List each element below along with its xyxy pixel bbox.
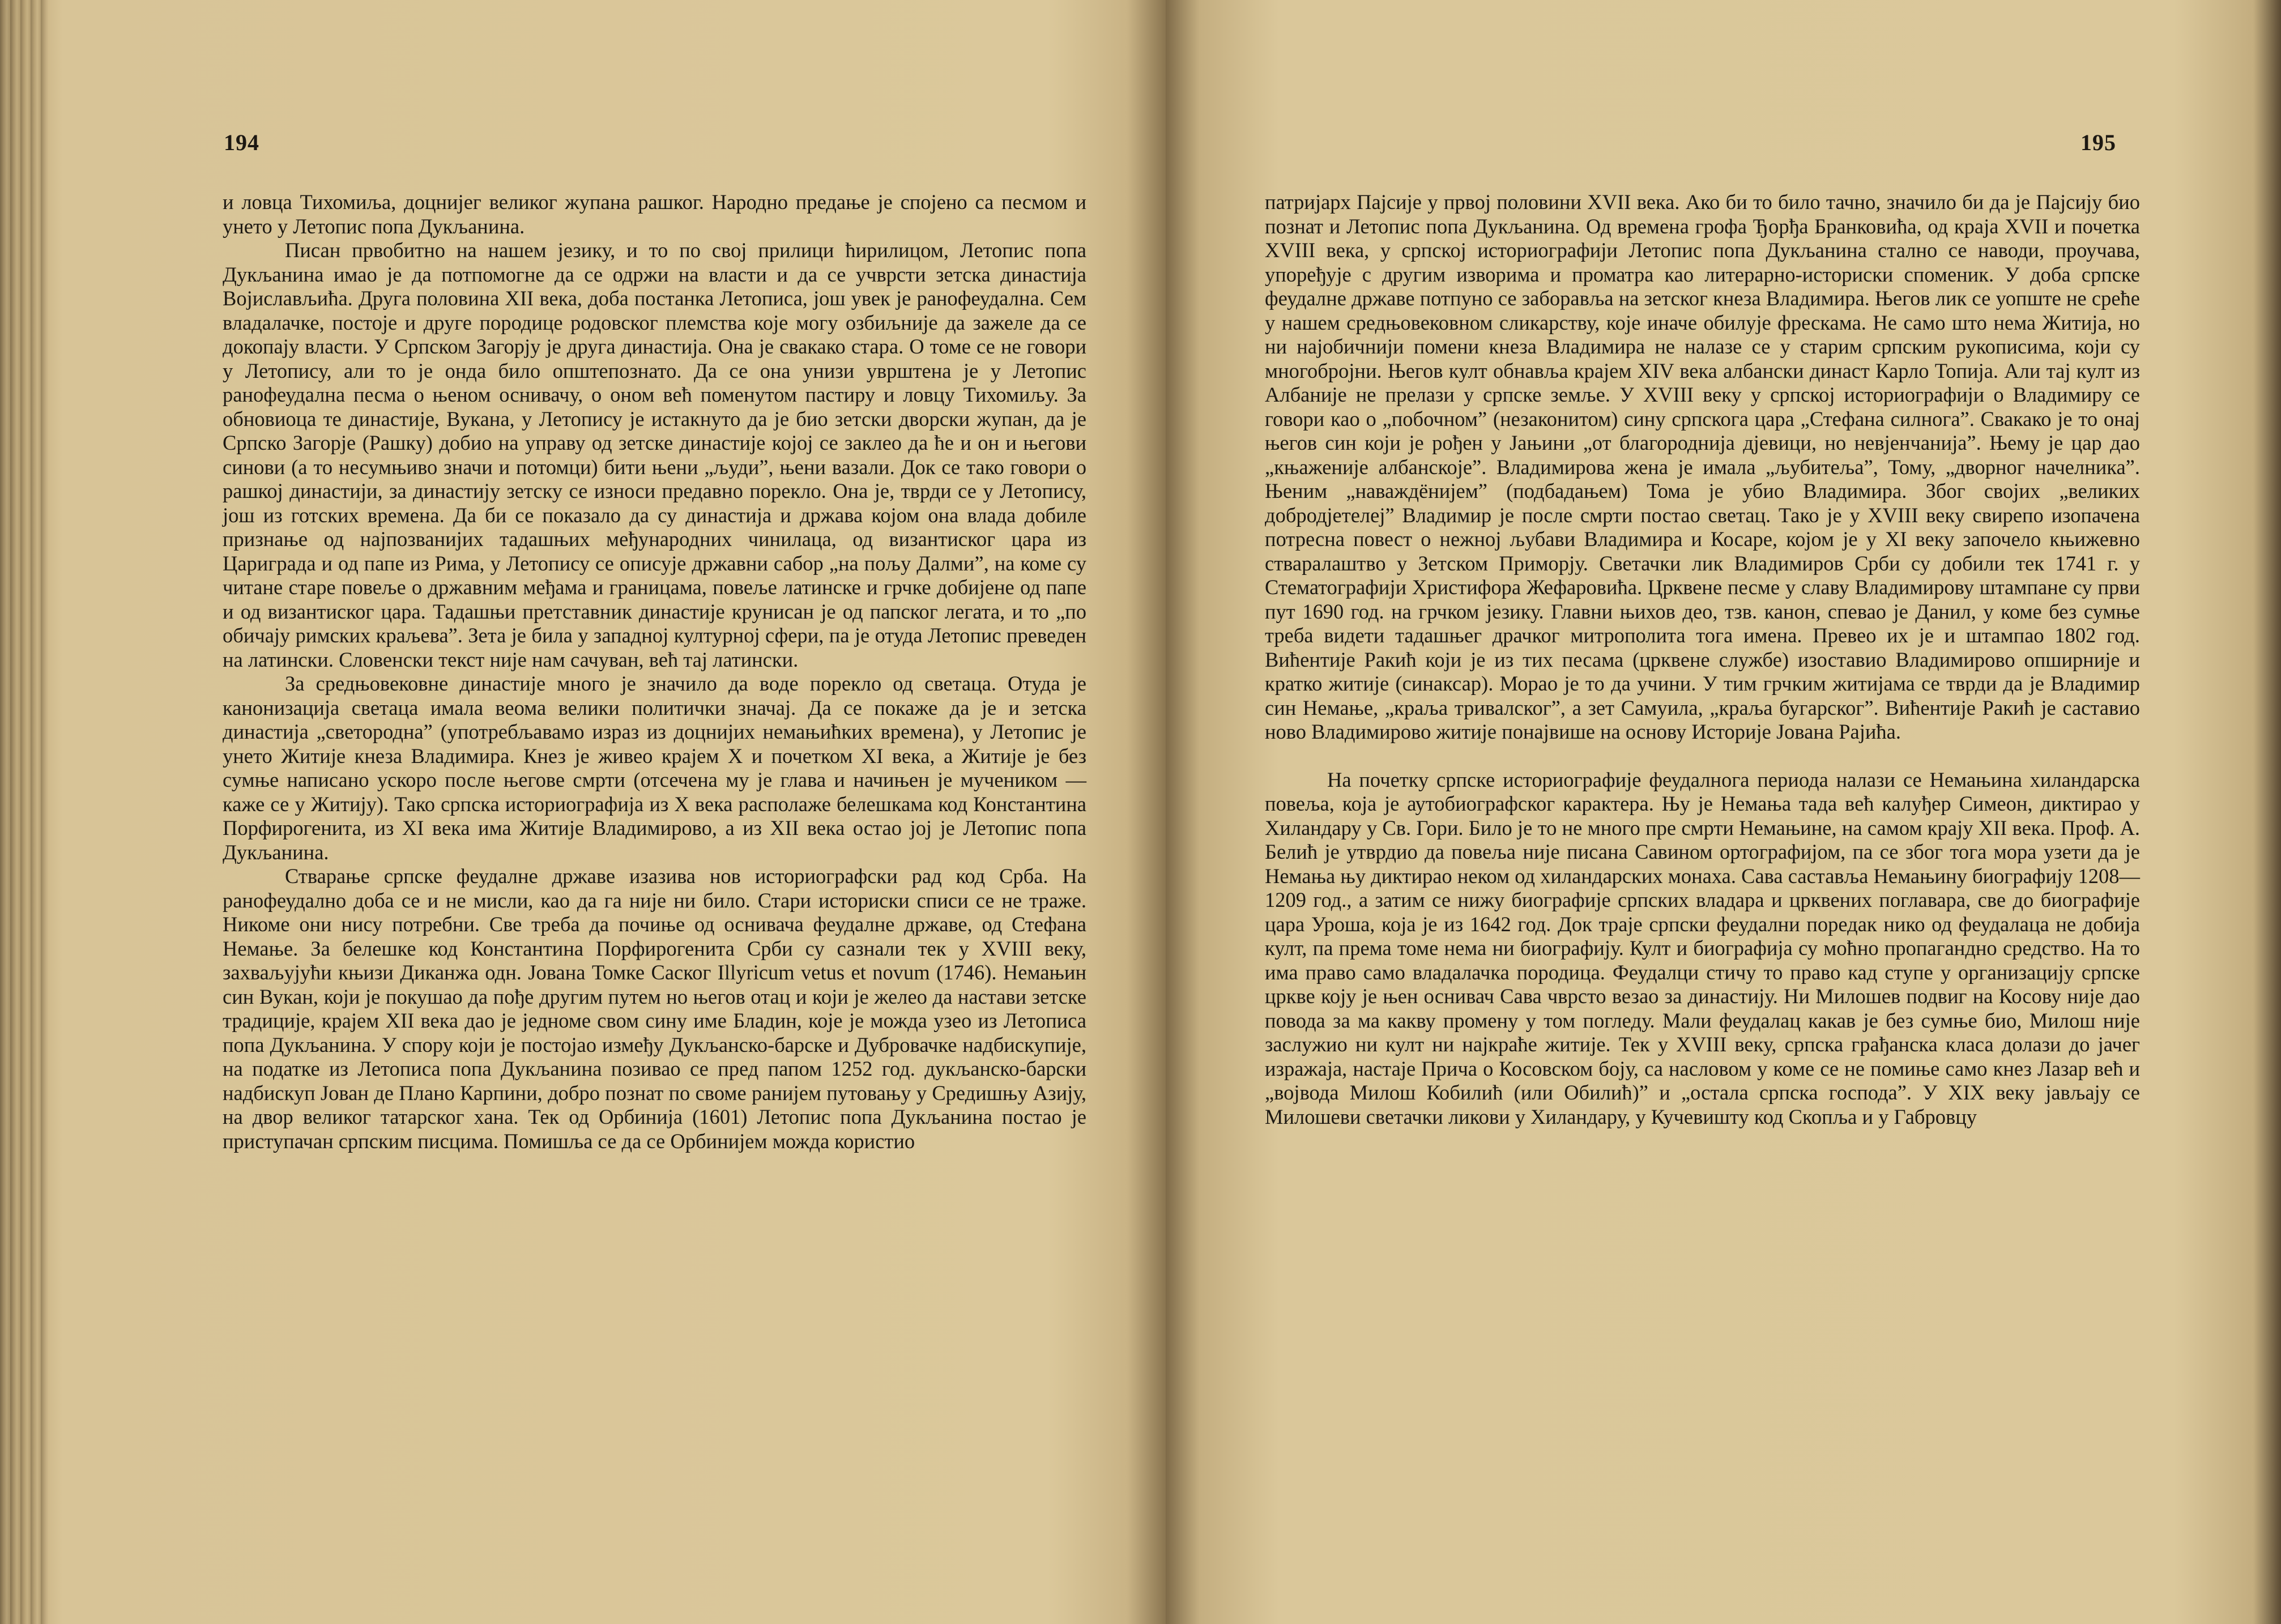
paragraph: На почетку српске историографије феудалнога периода налази се Немањина хиландарска повеља, која је аутобиографског карактера. Њу је Немања тада већ калуђер Симеон, диктирао у Хиландару у Св. Гори. Било је то не много пре смрти Немањине, на самом крају XII века. Проф. А. Белић је утврдио да повеља није писана Савином ортографијом, па се због тога мора узети да је Немања њу диктирао неком од хиландарских монаха. Сава састављa Немањину биографију 1208—1209 год., а затим се нижу биографије српских владара и црквених поглавара, све до биографије цара Уроша, која је из 1642 год. Док траје српски феудални поредак нико од феудалаца не добија култ, па према томе нема ни биографију. Култ и биографија су моћно пропагандно средство. На то има право само владалачка породица. Феудалци стичу то право кад ступе у организацију српске цркве коју је њен оснивач Сава чврсто везао за династију. Ни Милошев подвиг на Косову није дао повода за ма какву промену у том погледу. Мали феудалац какав је без сумње био, Милош није заслужио ни култ ни најкраће житије. Тек у XVIII веку, српска грађанска класа долази до јачег изражаја, настаје Прича о Косовском боју, са насловом у коме се не помиње само кнез Лазар већ и „војвода Милош Кобилић (или Обилић)” и „остала српска господа”. У XIX веку јављају се Милошеви светачки ликови у Хиландару, у Кучевишту код Скопља и у Габровцу	[1265, 768, 2140, 1128]
paragraph: Писан првобитно на нашем језику, и то по свој прилици ћирилицом, Летопис попа Дукљанина имао је да потпомогне да се одржи на власти и да се учврсти зетска династија Војислављића. Друга половина XII века, доба постанка Летописа, још увек је ранофеудална. Сем владалачке, постоје и друге породице родовског племства које могу озбиљније да зажеле да се докопају власти. У Српском Загорју је друга династија. Она је свакако стара. О томе се не говори у Летопису, али то је онда било општепознато. Да се она унизи уврштена је у Летопис ранофеудална песма о њеном оснивачу, о оном већ поменутом пастиру и ловцу Тихомиљу. За обновиоца те династије, Вукана, у Летопису је истакнуто да је био зетски дворски жупан, да је Српско Загорје (Рашку) добио на управу од зетске династије којој се заклео да ће и он и његови синови (а то несумњиво значи и потомци) бити њени „људи”, њени вазали. Док се тако говори о рашкој династији, за династију зетску се износи предавно порекло. Она је, тврди се у Летопису, још из готских времена. Да би се показало да су династија и држава којом она влада добиле признање од најпозванијих тадашњих међународних чинилаца, од византиског цара из Цариграда и од папе из Рима, у Летопису се описује државни сабор „на пољу Далми”, на коме су читане старе повеље о државним међама и границама, повеље латинске и грчке добијене од папе и од византиског цара. Тадашњи претставник династије крунисан је од папског легата, и то „по обичају римских краљева”. Зета је била у западној културној сфери, па је отуда Летопис преведен на латински. Словенски текст није нам сачуван, већ тај латински.	[223, 238, 1086, 671]
right-page-text	[1265, 190, 2140, 1129]
page-number-right: 195	[2080, 130, 2116, 155]
paragraph: Стварање српске феудалне државе изазива нов историографски рад код Срба. На ранофеудално доба се и не мисли, као да га није ни било. Стари историски списи се не траже. Никоме они нису потребни. Све треба да почиње од оснивача феудалне државе, од Стефана Немање. За белешке код Константина Порфирогенита Срби су сазнали тек у XVIII веку, захваљујући књизи Диканжа одн. Јована Томке Саског Illyricum vetus et novum (1746). Немањин син Вукан, који је покушао да пође другим путем но његов отац и који је желео да настави зетске традиције, крајем XII века дао је једноме свом сину име Бладин, које је можда узео из Летописа попа Дукљанина. У спору који је постојао између Дукљанско-барске и Дубровачке надбискупије, на податке из Летописа попа Дукљанина позивао се пред папом 1252 год. дукљанско-барски надбискуп Јован де Плано Карпини, добро познат по своме ранијем путовању у Средишњу Азију, на двор великог татарског хана. Тек од Орбинија (1601) Летопис попа Дукљанина постао је приступачан српским писцима. Помишља се да се Орбинијем можда користио	[223, 864, 1086, 1153]
left-page-text	[223, 190, 1086, 1153]
paragraph: патријарх Пајсије у првој половини XVII века. Ако би то било тачно, значило би да је Пајсију био познат и Летопис попа Дукљанина. Од времена грофа Ђорђа Бранковића, од краја XVII и почетка XVIII века, у српској историографији Летопис попа Дукљанина стално се наводи, проучава, упоређује с другим изворима и проматра као литерарно-историски споменик. У доба српске феудалне државе потпуно се заборавља на зетског кнеза Владимира. Његов лик се уопште не среће у нашем средњовековном сликарству, које иначе обилује фрескама. Не само што нема Житија, но ни најобичнији помени кнеза Владимира не налазе се у старим српским рукописима, који су многобројни. Његов култ обнавља крајем XIV века албански династ Карло Топија. Али тај култ из Албаније не прелази у српске земље. У XVIII веку у српској историографији о Владимиру се говори као о „побочном” (незаконитом) сину српскога цара „Стефана силнога”. Свакако је то онај његов син који је рођен у Јањини „от благороднија дјевици, но невјенчанија”. Њему је цар дао „књаженије албанскоје”. Владимирова жена је имала „љубитеља”, Тому, „дворног начелника”. Њеним „наваждёнијем” (подбадањем) Тома је убио Владимира. Због својих „великих добродјетелеј” Владимир је после смрти постао светац. Тако је у XVIII веку свирепо изопачена потресна повест о нежној љубави Владимира и Косаре, којом је у XI веку започело књижевно стваралаштво у Зетском Приморју. Светачки лик Владимиров Срби су добили тек 1741 г. у Стематографији Христифора Жефаровића. Црквене песме у славу Владимирову штампане су први пут 1690 год. на грчком језику. Главни њихов део, тзв. канон, спевао је Данил, у коме без сумње треба видети тадашњег драчког митрополита тога имена. Превео их је и штампао 1802 год. Вићентије Ракић који је из тих песама (црквене службе) изоставио Владимирово опширније и кратко житије (синаксар). Морао је то да учини. У тим грчким житијама се тврди да је Владимир син Немање, „краља тривалског”, а зет Самуила, „краља бугарског”. Вићентије Ракић је саставио ново Владимирово житије понајвише на основу Историје Јована Рајића.	[1265, 190, 2140, 743]
paragraph: За средњовековне династије много је значило да воде порекло од светаца. Отуда је канонизација светаца имала веома велики политички значај. Да се покаже да је и зетска династија „светородна” (употребљавамо израз из доцнијих немањићких времена), у Летопис је унето Житије кнеза Владимира. Кнез је живео крајем X и почетком XI века, а Житије је без сумње написано ускоро после његове смрти (отсечена му је глава и начињен је мучеником — каже се у Житију). Тако српска историографија из X века располаже белешкама код Константина Порфирогенита, из XI века има Житије Владимирово, а из XII века остао јој је Летопис попа Дукљанина.	[223, 672, 1086, 864]
page-number-left: 194	[224, 130, 259, 155]
right-page	[1166, 0, 2281, 1624]
paragraph: и ловца Тихомиља, доцнијег великог жупана рашког. Народно предање је спојено са песмом и унето у Летопис попа Дукљанина.	[223, 190, 1086, 238]
page-edge-stack	[0, 0, 48, 1624]
